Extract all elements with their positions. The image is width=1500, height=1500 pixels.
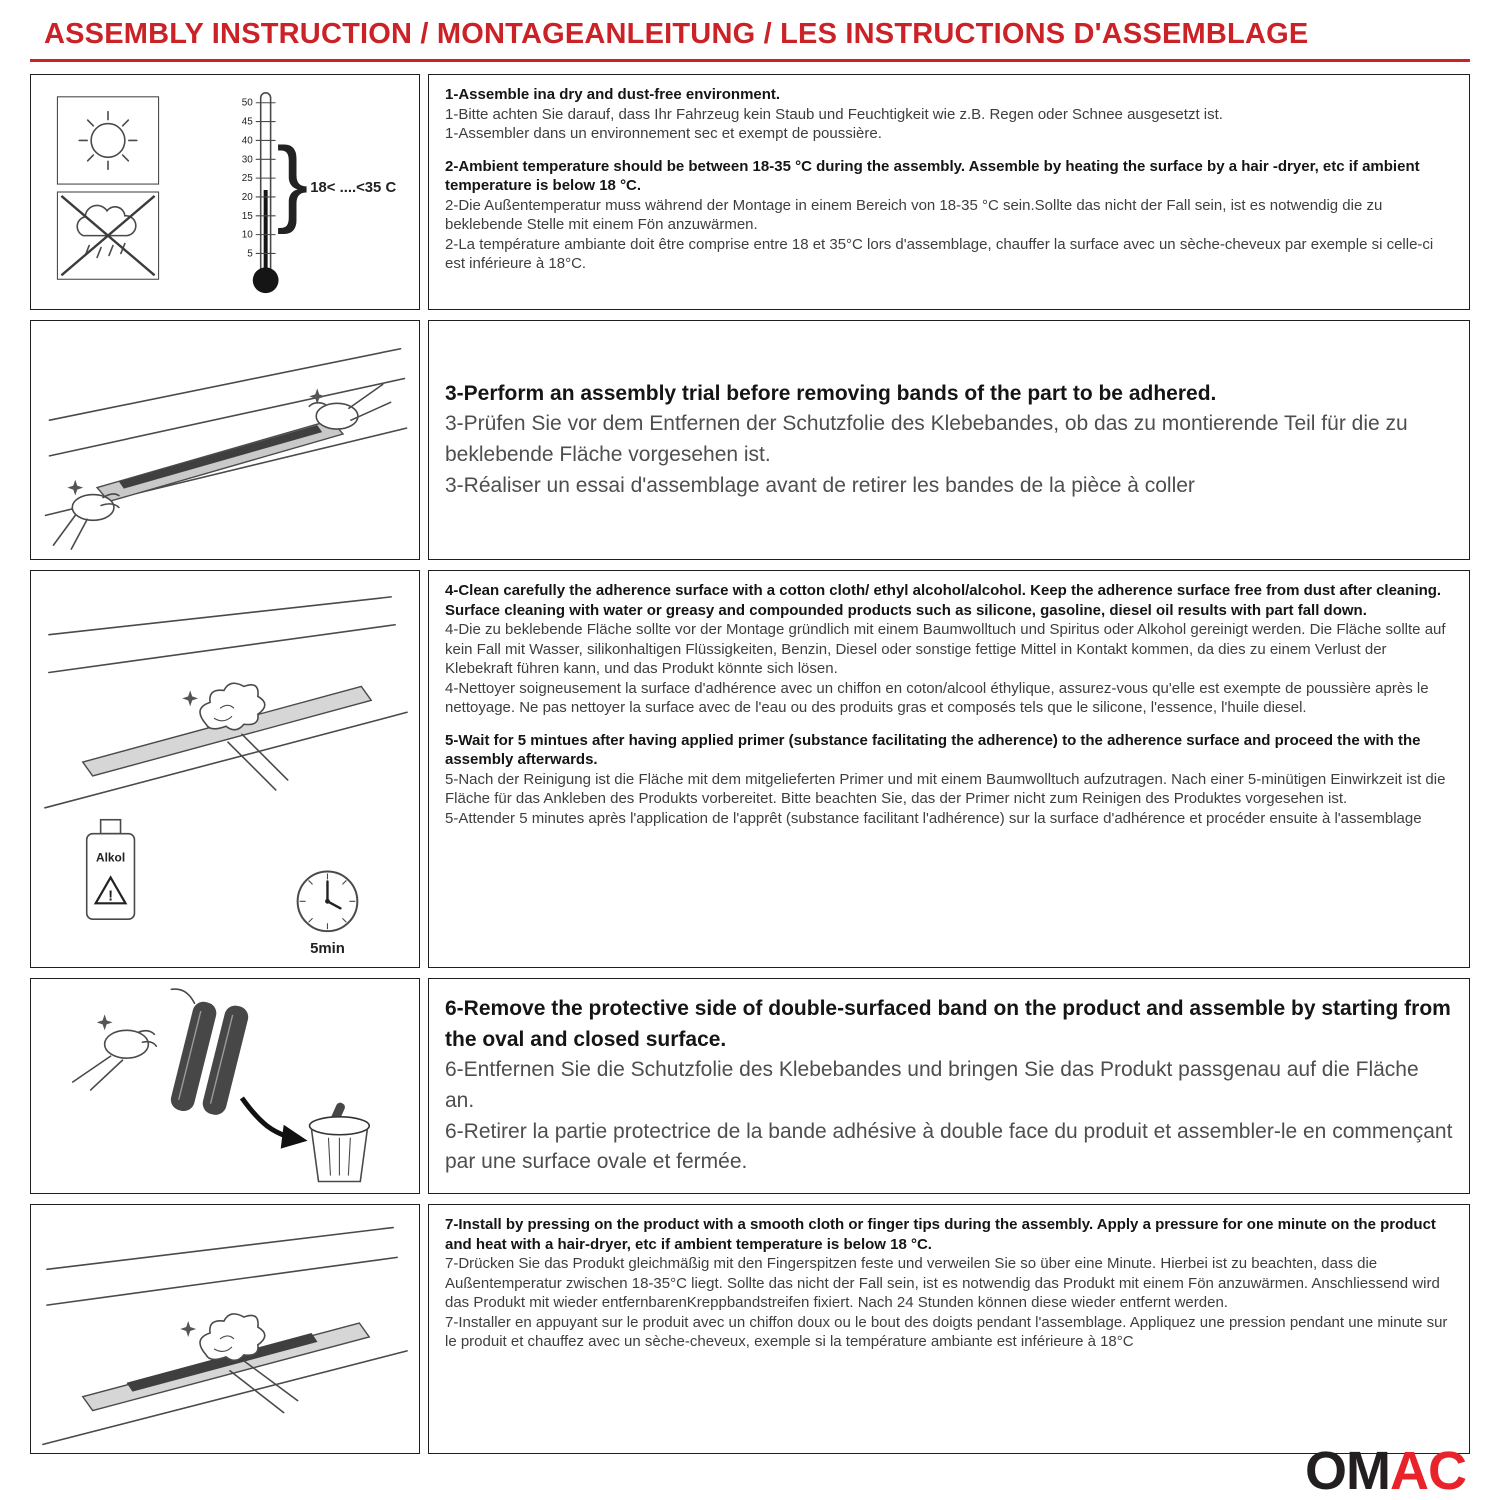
instruction-translation-de: 2-Die Außentemperatur muss während der Montage in einem Bereich von 18-35 °C sein.Sollte das nicht der Fall sein, ist es notwendig die zu beklebende Stelle mit einem Fön anzuwärmen. xyxy=(445,196,1383,233)
instruction-rows xyxy=(30,74,1470,1454)
sparkle-icon xyxy=(182,690,198,706)
hand-pressing-cloth-on-sill-illustration xyxy=(31,1205,419,1453)
clock-icon xyxy=(298,871,358,957)
instruction-lead: 1-Assemble ina dry and dust-free environment. xyxy=(445,86,781,103)
thermometer-scale-value: 50 xyxy=(241,97,253,109)
instruction-translation-fr: 2-La température ambiante doit être comprise entre 18 et 35°C lors d'assemblage, chauffer la surface avec un sèche-cheveux par exemple si celle-ci est inférieure à 18°C. xyxy=(445,235,1434,272)
illustration-remove-band-box xyxy=(30,978,420,1194)
bottle-label: Alkol xyxy=(96,850,126,865)
thermometer-scale-value: 10 xyxy=(241,229,253,241)
arrow-icon xyxy=(242,1098,308,1149)
hands-placing-sill-trim-illustration xyxy=(31,321,419,559)
illustration-environment-box xyxy=(30,74,420,310)
instruction-text-1-2 xyxy=(428,74,1470,310)
instruction-text-4-5 xyxy=(428,570,1470,968)
instruction-lead: 6-Remove the protective side of double-surfaced band on the product and assemble by starting from the oval and closed surface. xyxy=(445,997,1451,1051)
instruction-block-4 xyxy=(445,581,1453,718)
instruction-lead: 3-Perform an assembly trial before removing bands of the part to be adhered. xyxy=(445,381,1217,405)
instruction-block-5 xyxy=(445,731,1453,829)
instruction-block-2 xyxy=(445,157,1453,274)
instruction-text-6 xyxy=(428,978,1470,1194)
door-sill-graphic xyxy=(46,349,407,516)
instruction-text-7 xyxy=(428,1204,1470,1454)
instruction-translation-de: 4-Die zu beklebende Fläche sollte vor der Montage gründlich mit einem Baumwolltuch und Spiritus oder Alkohol gereinigt werden. Die Fläche sollte auf kein Fall mit Wasser, silikonhaltigen Flüssigkeiten, Benzin, Diesel oder sonstige fettige Mittel in Kontakt kommen, da dies zu einem Verlust der Klebekraft führen kann, und das Produkt könnte sich lösen. xyxy=(445,621,1446,677)
temp-range-label: 18< ....<35 C xyxy=(310,180,397,196)
instruction-translation-de: 6-Entfernen Sie die Schutzfolie des Klebebandes und bringen Sie das Produkt passgenau auf die Fläche an. xyxy=(445,1058,1419,1112)
peeling-bands-into-trash-illustration xyxy=(31,979,419,1193)
instruction-block-6 xyxy=(445,994,1453,1178)
instruction-translation-fr: 3-Réaliser un essai d'assemblage avant de retirer les bandes de la pièce à coller xyxy=(445,473,1195,497)
no-rain-icon xyxy=(57,192,158,279)
omac-logo-black-part: OM xyxy=(1305,1441,1390,1500)
illustration-assembly-trial-box xyxy=(30,320,420,560)
adhesive-strips-graphic xyxy=(143,988,251,1121)
section-remove-band xyxy=(30,978,1470,1194)
illustration-cleaning-box xyxy=(30,570,420,968)
sparkle-icon xyxy=(67,480,83,496)
section-assembly-trial xyxy=(30,320,1470,560)
hand-icon xyxy=(73,1014,157,1090)
range-brace: } xyxy=(276,128,309,235)
instruction-lead: 5-Wait for 5 mintues after having applied primer (substance facilitating the adherence) to the adherence surface and proceed the with the assembly afterwards. xyxy=(445,731,1421,768)
thermometer-scale-value: 25 xyxy=(241,173,253,185)
thermometer-icon xyxy=(242,93,397,293)
thermometer-scale-value: 15 xyxy=(241,210,253,222)
instruction-translation-de: 7-Drücken Sie das Produkt gleichmäßig mit den Fingerspitzen feste und verweilen Sie so über eine Minute. Hierbei ist zu beachten, dass die Außentemperatur zwischen 18-35°C liegt. Sollte das nicht der Fall sein, ist es notwendig das Produkt mit einem Fön anzuwärmen. Anschliessend wird das Produkt mit wieder entfernbarenKreppbandstreifen fixiert. Nach 24 Stunden können diese wieder entfernt werden. xyxy=(445,1255,1440,1311)
thermometer-scale-value: 45 xyxy=(241,116,253,128)
thermometer-scale-value: 20 xyxy=(241,191,253,203)
clock-label: 5min xyxy=(310,940,345,958)
page-title: ASSEMBLY INSTRUCTION / MONTAGEANLEITUNG / LES INSTRUCTIONS D'ASSEMBLAGE xyxy=(44,18,1309,50)
instruction-translation-fr: 4-Nettoyer soigneusement la surface d'adhérence avec un chiffon en coton/alcool éthylique, assurez-vous qu'elle est exempte de poussière après le nettoyage. Ne pas nettoyer la surface avec de l'eau ou des produits gras et composés tels que le silicone, l'essence, l'huile diesel. xyxy=(445,679,1429,716)
trash-can-icon xyxy=(310,1101,370,1181)
sparkle-icon xyxy=(180,1321,196,1337)
instruction-lead: 2-Ambient temperature should be between 18-35 °C during the assembly. Assemble by heating the surface by a hair -dryer, etc if ambient temperature is below 18 °C. xyxy=(445,157,1420,194)
instruction-translation-de: 3-Prüfen Sie vor dem Entfernen der Schutzfolie des Klebebandes, ob das zu montierende Teil für die zu beklebende Fläche vorgesehen ist. xyxy=(445,412,1408,466)
thermometer-scale-value: 5 xyxy=(247,248,253,260)
sun-icon xyxy=(57,97,158,184)
instruction-block-1 xyxy=(445,85,1453,144)
sparkle-icon xyxy=(97,1014,113,1030)
instruction-block-7 xyxy=(445,1215,1453,1352)
sparkle-icon xyxy=(309,388,325,404)
instruction-block-3 xyxy=(445,379,1453,502)
section-press-install xyxy=(30,1204,1470,1454)
alcohol-bottle-icon xyxy=(87,820,135,919)
omac-logo-red-part: AC xyxy=(1390,1441,1466,1500)
section-environment-temperature xyxy=(30,74,1470,310)
thermometer-scale-value: 40 xyxy=(241,135,253,147)
illustration-press-install-box xyxy=(30,1204,420,1454)
cleaning-cloth-alcohol-clock-illustration xyxy=(31,571,419,967)
instruction-text-3 xyxy=(428,320,1470,560)
title-underline xyxy=(30,59,1470,62)
instruction-translation-fr: 1-Assembler dans un environnement sec et exempt de poussière. xyxy=(445,125,882,142)
section-clean-and-primer xyxy=(30,570,1470,968)
instruction-translation-de: 1-Bitte achten Sie darauf, dass Ihr Fahrzeug kein Staub und Feuchtigkeit wie z.B. Regen oder Schnee ausgesetzt ist. xyxy=(445,105,1223,123)
sun-no-rain-thermometer-illustration xyxy=(31,75,419,309)
omac-logo xyxy=(1305,1441,1466,1500)
thermometer-scale-value: 30 xyxy=(241,154,253,166)
instruction-translation-de: 5-Nach der Reinigung ist die Fläche mit dem mitgelieferten Primer und mit einem Baumwolltuch aufzutragen. Nach einer 5-minütigen Einwirkzeit ist die Fläche für das Ankleben des Produkts vorbereitet. Bitte beachten Sie, das der Primer nicht zum Reinigen des Produktes vorgesehen ist. xyxy=(445,770,1446,807)
instruction-lead: 7-Install by pressing on the product with a smooth cloth or finger tips during the assembly. Apply a pressure for one minute on the product and heat with a hair-dryer, etc if ambient temperature is below 18 °C. xyxy=(445,1216,1436,1253)
svg-text:!: ! xyxy=(108,887,114,905)
instruction-translation-fr: 6-Retirer la partie protectrice de la bande adhésive à double face du produit et assembler-le en commençant par une surface ovale et fermée. xyxy=(445,1119,1453,1174)
instruction-translation-fr: 5-Attender 5 minutes après l'application de l'apprêt (substance facilitant l'adhérence) sur la surface d'adhérence et procéder ensuite à l'assemblage xyxy=(445,809,1422,827)
instruction-translation-fr: 7-Installer en appuyant sur le produit avec un chiffon doux ou le bout des doigts pendant l'assemblage. Appliquez une pression pendant une minute sur le produit et chauffez avec un sèche-cheveux, exemple si la température ambiante est inférieure à 18°C xyxy=(445,1313,1448,1350)
instruction-lead: 4-Clean carefully the adherence surface with a cotton cloth/ ethyl alcohol/alcohol. Keep the adherence surface free from dust after cleaning. Surface cleaning with water or greasy and compounded products such as silicone, gasoline, diesel oil results with part fall down. xyxy=(445,582,1442,619)
